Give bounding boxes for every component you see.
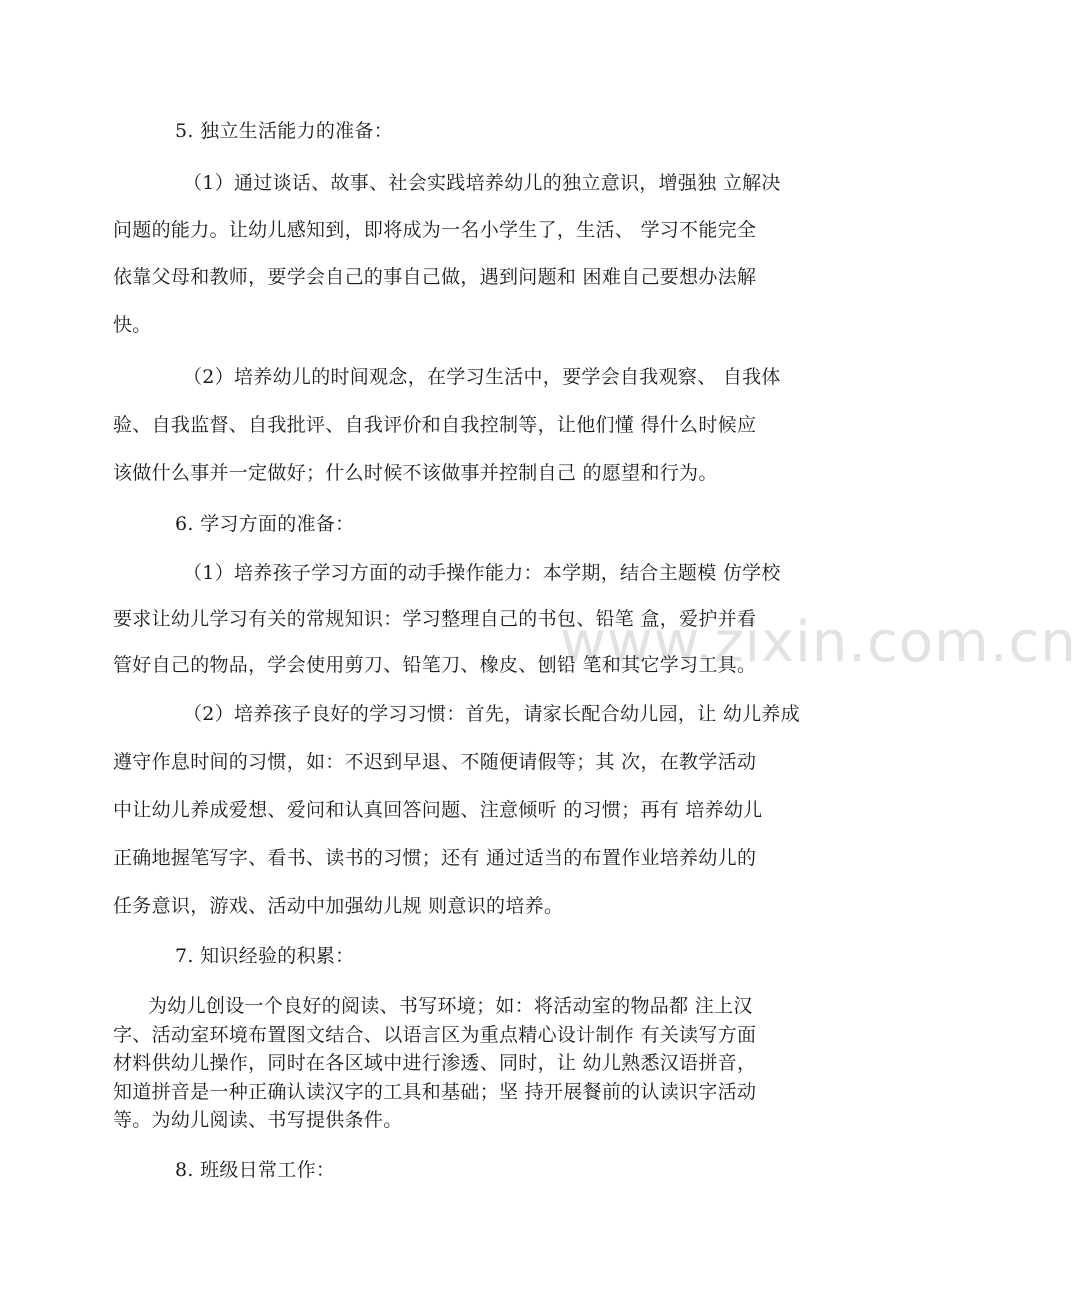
paragraph-line: （2）培养幼儿的时间观念，在学习生活中，要学会自我观察、 自我体 [183,366,781,388]
watermark: www.zixin.com.cn [560,610,1077,675]
section-heading-5: 5. 独立生活能力的准备： [175,120,394,142]
section-heading-6: 6. 学习方面的准备： [175,513,355,535]
paragraph-line: 快。 [113,314,152,336]
paragraph-line: 验、自我监督、自我批评、自我评价和自我控制等，让他们懂 得什么时候应 [113,414,757,436]
paragraph-line: 问题的能力。让幼儿感知到，即将成为一名小学生了，生活、 学习不能完全 [113,219,757,241]
section-heading-7: 7. 知识经验的积累： [175,945,355,967]
paragraph-line: 要求让幼儿学习有关的常规知识：学习整理自己的书包、铅笔 盒，爱护并看 [113,608,757,630]
paragraph-line: 等。为幼儿阅读、书写提供条件。 [113,1109,403,1131]
paragraph-line: 管好自己的物品，学会使用剪刀、铅笔刀、橡皮、刨铅 笔和其它学习工具。 [113,654,757,676]
paragraph-line: 依靠父母和教师，要学会自己的事自己做，遇到问题和 困难自己要想办法解 [113,266,757,288]
paragraph-line: 遵守作息时间的习惯，如：不迟到早退、不随便请假等；其 次，在教学活动 [113,751,757,773]
section-heading-8: 8. 班级日常工作： [175,1159,336,1181]
paragraph-line: 任务意识，游戏、活动中加强幼儿规 则意识的培养。 [113,895,564,917]
paragraph-line: 为幼儿创设一个良好的阅读、书写环境；如：将活动室的物品都 注上汉 [148,995,753,1017]
paragraph-line: 中让幼儿养成爱想、爱问和认真回答问题、注意倾听 的习惯；再有 培养幼儿 [113,799,763,821]
paragraph-line: 知道拼音是一种正确认读汉字的工具和基础；坚 持开展餐前的认读识字活动 [113,1081,757,1103]
paragraph-line: （2）培养孩子良好的学习习惯：首先，请家长配合幼儿园，让 幼儿养成 [183,703,801,725]
paragraph-line: （1）培养孩子学习方面的动手操作能力：本学期，结合主题模 仿学校 [183,562,781,584]
paragraph-line: 字、活动室环境布置图文结合、以语言区为重点精心设计制作 有关读写方面 [113,1024,757,1046]
paragraph-line: 正确地握笔写字、看书、读书的习惯；还有 通过适当的布置作业培养幼儿的 [113,847,757,869]
paragraph-line: （1）通过谈话、故事、社会实践培养幼儿的独立意识，增强独 立解决 [183,172,781,194]
paragraph-line: 该做什么事并一定做好；什么时候不该做事并控制自己 的愿望和行为。 [113,462,718,484]
paragraph-line: 材料供幼儿操作，同时在各区域中进行渗透、同时，让 幼儿熟悉汉语拼音， [113,1052,757,1074]
